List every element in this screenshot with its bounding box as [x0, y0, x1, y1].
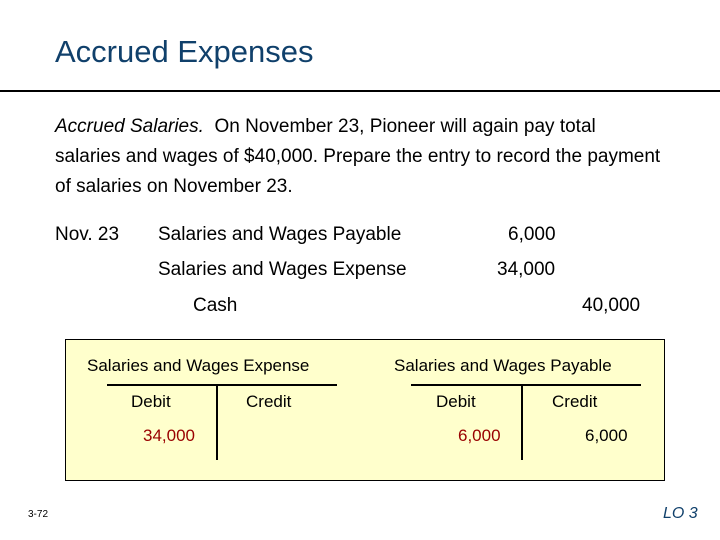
- entry-line-1-account: Salaries and Wages Payable: [158, 224, 402, 245]
- t-account-payable-credit-label: Credit: [552, 392, 598, 411]
- t-account-expense-divider: [216, 384, 218, 460]
- t-account-expense-crossbar: [107, 384, 337, 386]
- entry-line-2-debit: 34,000: [497, 259, 556, 280]
- entry-line-1-debit: 6,000: [508, 224, 556, 245]
- t-account-expense-title: Salaries and Wages Expense: [87, 356, 310, 375]
- t-account-payable-credit-entry: 6,000: [585, 426, 628, 445]
- title-divider: [0, 90, 720, 92]
- paragraph-text: On November 23, Pioneer will again pay total salaries and wages of $40,000. Prepare the entry to record the payment of salaries on November 23.: [55, 116, 661, 197]
- t-account-expense-credit-label: Credit: [246, 392, 292, 411]
- entry-line-3-account: Cash: [193, 295, 238, 316]
- problem-paragraph: [55, 112, 665, 202]
- t-account-payable-divider: [521, 384, 523, 460]
- slide-number: 3-72: [28, 509, 49, 520]
- t-account-expense-debit-entry: 34,000: [143, 426, 195, 445]
- learning-objective: LO 3: [663, 505, 698, 522]
- t-account-payable-crossbar: [411, 384, 641, 386]
- t-account-payable-debit-label: Debit: [436, 392, 476, 411]
- paragraph-lead: Accrued Salaries.: [55, 116, 204, 137]
- entry-line-3-credit: 40,000: [582, 295, 641, 316]
- t-account-expense-debit-label: Debit: [131, 392, 171, 411]
- slide-title: Accrued Expenses: [55, 34, 314, 69]
- entry-date: Nov. 23: [55, 224, 120, 245]
- t-account-payable-debit-entry: 6,000: [458, 426, 501, 445]
- entry-line-2-account: Salaries and Wages Expense: [158, 259, 407, 280]
- t-account-payable-title: Salaries and Wages Payable: [394, 356, 612, 375]
